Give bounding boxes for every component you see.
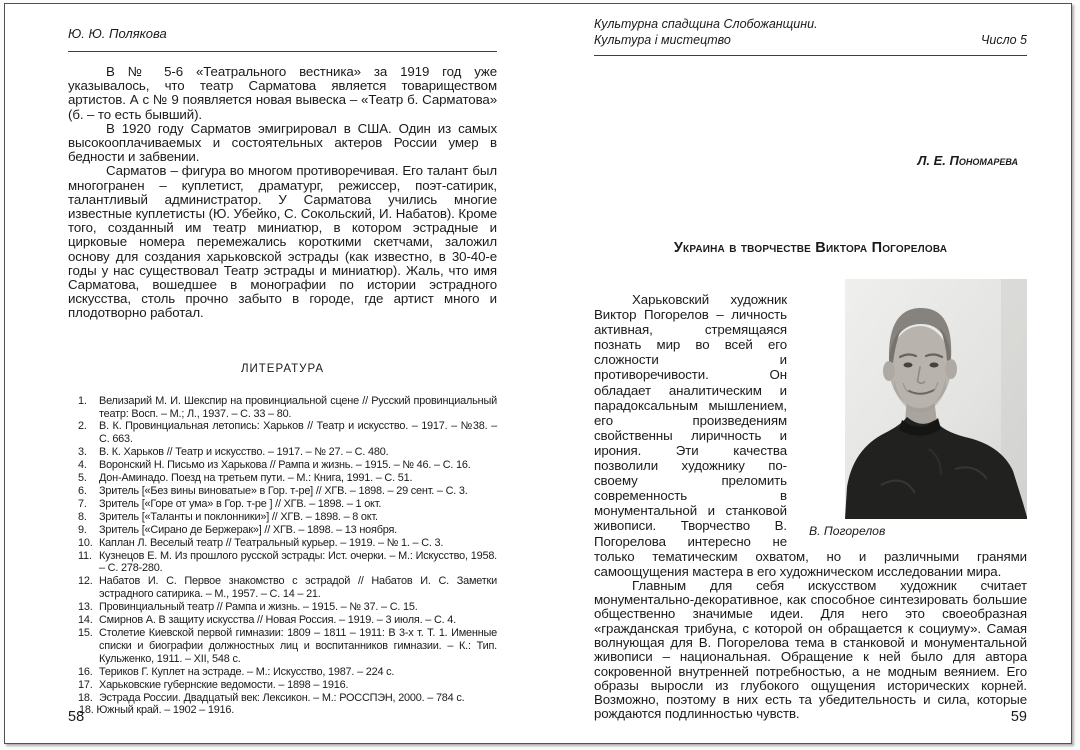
reference-item [68,472,497,485]
left-body-text [68,65,497,321]
reference-text: В. К. Провинциальная летопись: Харьков // Театр и искусство. – 1917. – №38. – С. 663. [99,420,497,446]
reference-text: В. К. Харьков // Театр и искусство. – 1917. – № 27. – С. 480. [99,446,389,459]
reference-text: Зритель [«Таланты и поклонники»] // ХГВ. – 1898. – 8 окт. [99,510,378,523]
paragraph: Харьковский художник Виктор Погорелов – личность активная, стремящаяся познать мир во всей его сложности и противоречивости. Он обладает аналитическим и парадоксальным мышлением, его произведениям свойственны лиричность и ирония. Эти качества позволили художнику по-своему преломить современность в монументальной и станковой живописи. Творчество В. Погорелова интересно не только тематическим охватом, но и различными гранями самоощущения мастера в его художническом исследовании мира. [594,292,1027,579]
literature-heading: ЛИТЕРАТУРА [240,362,325,375]
reference-item [68,459,497,472]
reference-item [68,524,497,537]
reference-text: Эстрада России. Двадцатый век: Лексикон. – М.: РОССПЭН, 2000. – 784 с. 18. Южный край. – 1902 – 1916. [99,692,497,718]
article-body [594,292,1027,722]
reference-text: Каплан Л. Веселый театр // Театральный курьер. – 1919. – № 1. – С. 3. [99,536,444,549]
reference-text: Харьковские губернские ведомости. – 1898 – 1916. [99,678,349,691]
reference-number: 17. [78,678,93,691]
reference-text: Зритель [«Горе от ума» в Гор. т-ре ] // ХГВ. – 1898. – 1 окт. [99,497,382,510]
references-list [68,395,497,718]
article-title: Украина в творчестве Виктора Погорелова [673,240,948,256]
reference-number: 9. [78,523,87,536]
reference-item [68,692,497,718]
reference-number: 14. [78,614,93,627]
reference-item [68,679,497,692]
reference-number: 13. [78,601,93,614]
reference-text: Зритель [«Без вины виноватые» в Гор. т-ре] // ХГВ. – 1898. – 29 сент. – С. 3. [99,485,468,497]
reference-item [68,498,497,511]
reference-number: 11. [78,549,92,562]
left-running-header: Ю. Ю. Полякова [68,26,167,41]
reference-text: Кузнецов Е. М. Из прошлого русской эстрады: Ист. очерки. – М.: Искусство, 1958. – С. 278-280. [99,549,497,575]
reference-text: Набатов И. С. Первое знакомство с эстрадой // Набатов И. С. Заметки эстрадного сатирика. – М., 1957. – С. 14 – 21. [99,575,497,601]
page-number-right: 59 [1010,709,1027,725]
reference-number: 12. [78,575,93,588]
reference-item [68,601,497,614]
paragraph: Главным для себя искусством художник считает монументально-декоративное, как способное синтезировать большие общественно значимые идеи. Для него это своеобразная «гражданская трибуна, с которой он обращается к социуму». Самая волнующая для В. Погорелова тема в станковой и монументальной живописи – национальная. Обращение к ней было для автора сокровенной внутренней потребностью, а не модным веянием. Его образы выросли из глубокого ощущения исторических корней. Возможно, поэтому в них есть та убедительность и сила, которые рождаются подлинностью чувств. [594,577,1027,722]
right-header-rule [594,55,1027,56]
reference-item [68,395,497,421]
reference-item [68,666,497,679]
reference-item [68,575,497,601]
right-page-column [594,16,1027,722]
portrait-photo [845,279,1027,519]
reference-text: Смирнов А. В защиту искусства // Новая Россия. – 1919. – 3 июля. – С. 4. [99,614,456,627]
reference-extra-line: 18. Южный край. – 1902 – 1916. [79,704,235,717]
reference-text: Териков Г. Куплет на эстраде. – М.: Искусство, 1987. – 224 с. [99,665,395,678]
photo-figure [795,279,1027,538]
paragraph: Сарматов – фигура во многом противоречивая. Его талант был многогранен – куплетист, драматург, режиссер, поэт-сатирик, талантливый администратор. У Сарматова учились многие известные куплетисты (Ю. Убейко, С. Сокольский, И. Набатов). Кроме того, созданный им театр миниатюр, в котором эстрадные и цирковые номера перемежались короткими скетчами, заложил основу для создания харьковской эстрады (как известно, в 30-40-е годы у нас существовал Театр эстрады и миниатюр). Жаль, что имя Сарматова, вошедшее в монографии по истории эстрадного искусства, столь прочно забыто в городе, где артист много и плодотворно работал. [68,163,497,321]
right-running-header [594,16,1027,48]
reference-item [68,420,497,446]
reference-item [68,614,497,627]
reference-number: 3. [78,446,87,459]
page-number-left: 58 [68,709,85,725]
running-header-line2: Культура і мистецтво [594,33,731,47]
reference-item [68,446,497,459]
reference-number: 5. [78,472,87,485]
left-header-rule [68,51,497,52]
reference-text: Воронский Н. Письмо из Харькова // Рампа и жизнь. – 1915. – № 46. – С. 16. [99,459,471,472]
running-header-line1: Культурна спадщина Слобожанщини. [594,17,818,31]
reference-item [68,485,497,498]
reference-item [68,550,497,576]
reference-item [68,537,497,550]
reference-text: Велизарий М. И. Шекспир на провинциальной сцене // Русский провинциальный театр: Восп. – М.; Л., 1937. – С. 33 – 80. [99,394,497,420]
paragraph: В № 5-6 «Театрального вестника» за 1919 год уже указывалось, что театр Сарматова является товариществом артистов. А с № 9 появляется новая вывеска – «Театр б. Сарматова» (б. – то есть бывший). [68,64,497,122]
reference-item [68,627,497,666]
article-author: Л. Е. Пономарева [917,153,1018,168]
reference-text: Провинциальный театр // Рампа и жизнь. – 1915. – № 37. – С. 15. [99,601,418,614]
reference-number: 10. [78,536,93,549]
reference-number: 7. [78,497,87,510]
reference-number: 8. [78,510,87,523]
photo-caption: В. Погорелов [809,524,886,538]
reference-number: 6. [78,485,87,497]
reference-text: Зритель [«Сирано де Бержерак»] // ХГВ. – 1898. – 13 ноября. [99,523,398,536]
reference-number: 2. [78,420,87,433]
reference-text: Столетие Киевской первой гимназии: 1809 – 1811 – 1911: В 3-х т. Т. 1. Именные списки и биографии должностных лиц и воспитанников гимназии. – К.: Тип. Кульженко, 1911. – XII, 548 с. [99,626,497,665]
issue-label: Число 5 [980,33,1027,47]
reference-text: Дон-Аминадо. Поезд на третьем пути. – М.: Книга, 1991. – С. 51. [99,472,413,485]
left-page-column [68,24,497,717]
reference-item [68,511,497,524]
running-header-series [594,16,818,48]
reference-number: 1. [78,394,87,407]
reference-number: 16. [78,665,93,678]
paragraph: В 1920 году Сарматов эмигрировал в США. Один из самых высокооплачиваемых и состоятельных актеров России умер в бедности и забвении. [68,120,497,165]
reference-number: 18. [78,691,93,704]
reference-number: 15. [78,626,93,639]
reference-number: 4. [78,459,87,472]
book-spread-page [4,3,1072,744]
